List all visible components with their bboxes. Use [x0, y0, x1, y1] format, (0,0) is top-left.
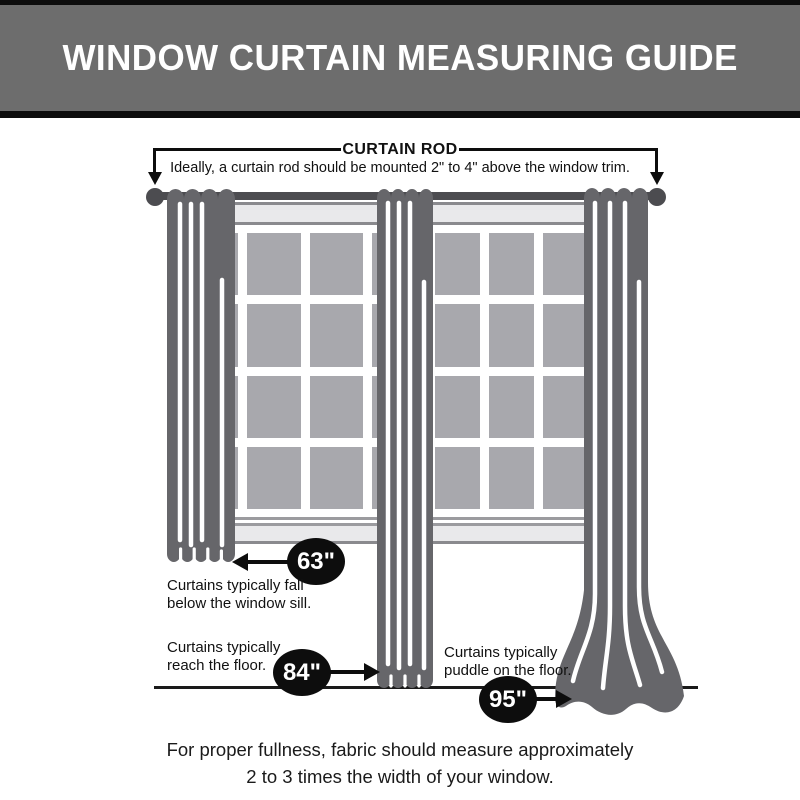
window-pane [247, 304, 300, 366]
window-pane [489, 447, 534, 509]
measurement-badge-puddle: 95" [479, 676, 537, 723]
rod-finial-left [146, 188, 164, 206]
window-pane [435, 304, 480, 366]
bracket-line-left [154, 148, 341, 151]
caption-floor-line2: reach the floor. [167, 657, 267, 675]
measure-arrow-line [535, 697, 558, 701]
caption-floor-line1: Curtains typically [167, 639, 281, 656]
window-pane [310, 376, 363, 438]
curtain-panel-puddle-length [546, 182, 690, 722]
fullness-note-line2: 2 to 3 times the width of your window. [246, 765, 554, 787]
title-banner [0, 0, 800, 118]
curtain-panel-floor-length [374, 182, 436, 694]
arrow-left-icon [232, 553, 248, 571]
window-pane [310, 304, 363, 366]
window-pane [489, 233, 534, 295]
window-pane [489, 376, 534, 438]
caption-floor [167, 639, 280, 676]
window-pane [247, 447, 300, 509]
window-pane [247, 376, 300, 438]
curtain-panel-sill-length [164, 182, 238, 582]
caption-sill [167, 577, 311, 614]
measurement-badge-floor: 84" [273, 649, 331, 696]
curtain-rod-label: CURTAIN ROD [342, 141, 458, 158]
caption-puddle-line2: puddle on the floor. [444, 662, 572, 680]
window-pane [310, 233, 363, 295]
caption-puddle-line1: Curtains typically [444, 644, 558, 661]
fullness-note-line1: For proper fullness, fabric should measure approximately [166, 739, 634, 760]
measure-arrow-line [329, 670, 366, 674]
fullness-note [0, 737, 800, 791]
page-title: WINDOW CURTAIN MEASURING GUIDE [62, 37, 738, 78]
window-pane [435, 233, 480, 295]
arrow-right-icon [556, 690, 572, 708]
rod-mounting-note: Ideally, a curtain rod should be mounted 2" to 4" above the window trim. [170, 160, 630, 176]
window-pane [435, 447, 480, 509]
caption-puddle [444, 644, 572, 681]
arrow-right-icon [364, 663, 380, 681]
caption-sill-line2: below the window sill. [167, 595, 312, 613]
window-pane [489, 304, 534, 366]
bracket-line-right [459, 148, 658, 151]
measure-arrow-line [247, 560, 289, 564]
window-pane [435, 376, 480, 438]
window-pane [310, 447, 363, 509]
caption-sill-line1: Curtains typically fall [167, 577, 304, 594]
measurement-badge-sill: 63" [287, 538, 345, 585]
window-pane [247, 233, 300, 295]
